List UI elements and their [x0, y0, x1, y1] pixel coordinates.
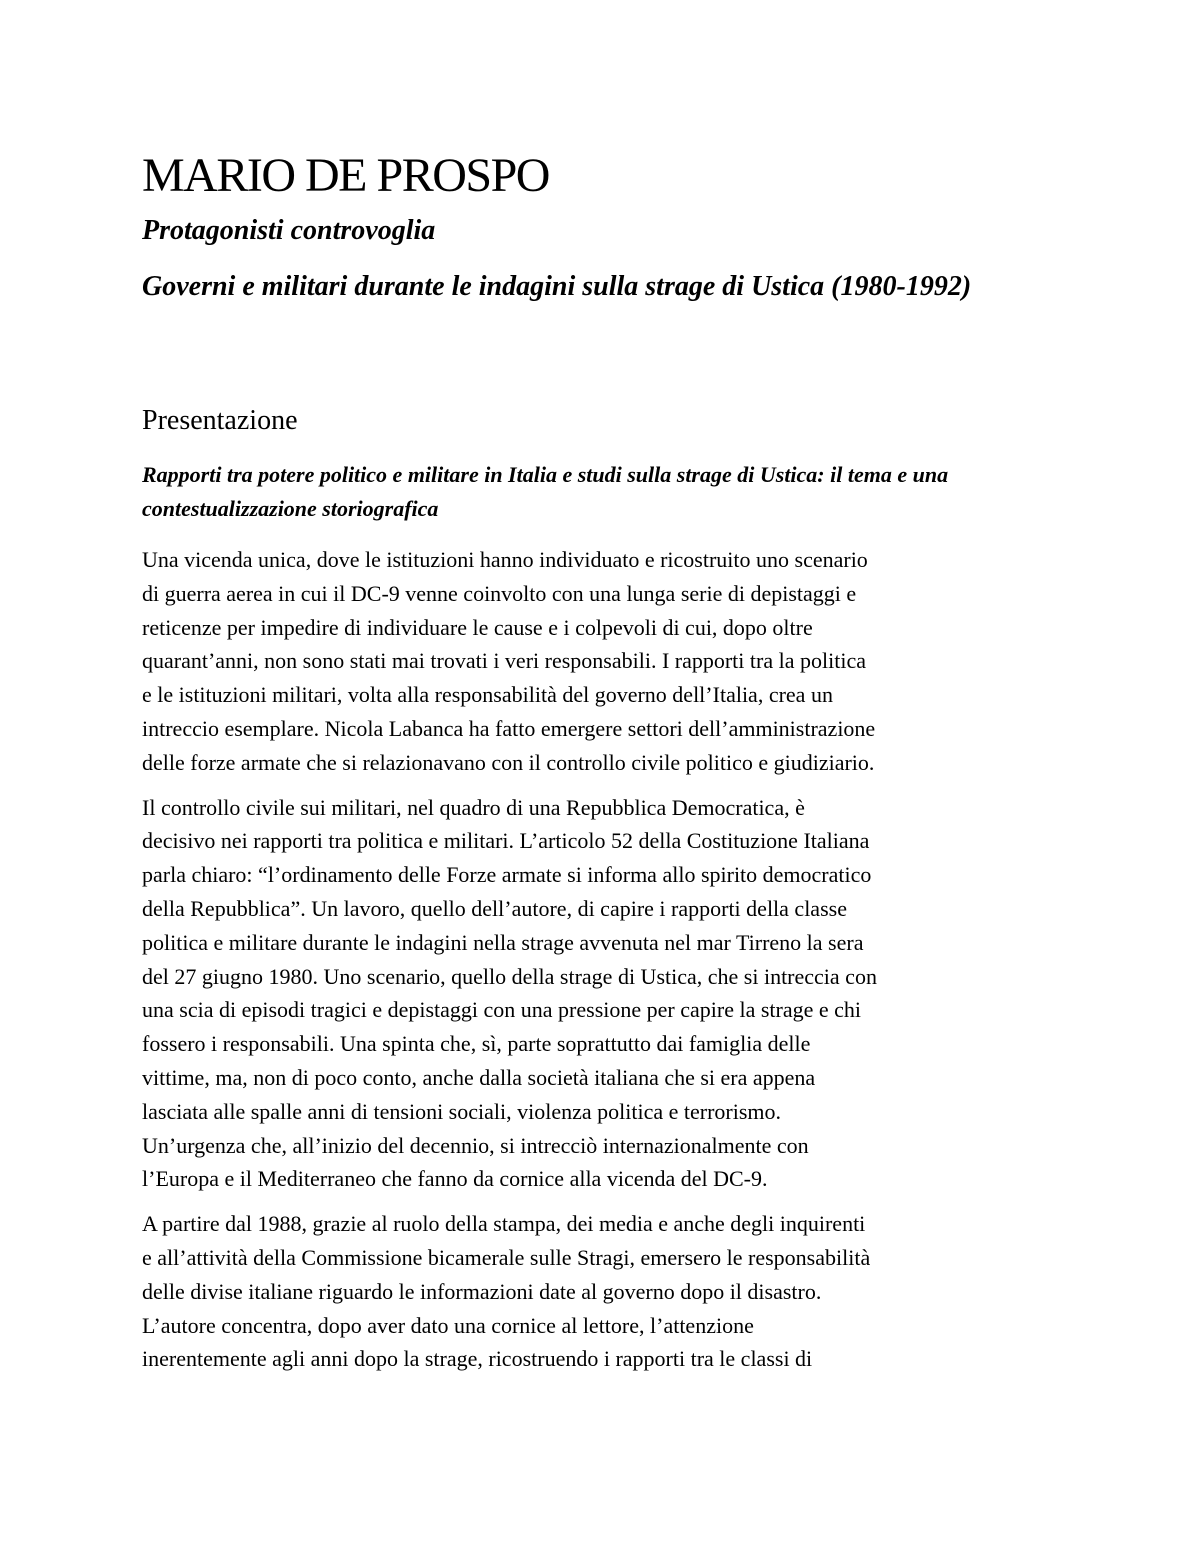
text-line: decisivo nei rapporti tra politica e militari. L’articolo 52 della Costituzione Italiana	[142, 828, 870, 854]
text-line: L’autore concentra, dopo aver dato una cornice al lettore, l’attenzione	[142, 1312, 754, 1338]
book-subtitle: Governi e militari durante le indagini sulla strage di Ustica (1980-1992)	[142, 271, 972, 302]
text-line: Il controllo civile sui militari, nel quadro di una Repubblica Democratica, è	[142, 794, 805, 820]
text-line: Un’urgenza che, all’inizio del decennio, si intrecciò internazionalmente con	[142, 1132, 809, 1158]
text-line: politica e militare durante le indagini nella strage avvenuta nel mar Tirreno la sera	[142, 929, 864, 955]
text-line: Una vicenda unica, dove le istituzioni hanno individuato e ricostruito uno scenario	[142, 547, 868, 572]
text-line: del 27 giugno 1980. Uno scenario, quello della strage di Ustica, che si intreccia con	[142, 963, 877, 989]
text-line: e all’attività della Commissione bicamerale sulle Stragi, emersero le responsabilità	[142, 1244, 871, 1270]
paragraph-2	[142, 791, 1064, 1197]
text-line: vittime, ma, non di poco conto, anche dalla società italiana che si era appena	[142, 1064, 816, 1090]
paragraph-3	[142, 1207, 1064, 1376]
author-name: MARIO DE PROSPO	[142, 149, 549, 202]
text-line: quarant’anni, non sono stati mai trovati i veri responsabili. I rapporti tra la politica	[142, 648, 866, 674]
section-subheading: Rapporti tra potere politico e militare in Italia e studi sulla strage di Ustica: il tema e una contestualizzazione storiografica	[142, 462, 949, 521]
text-line: inerentemente agli anni dopo la strage, ricostruendo i rapporti tra le classi di	[142, 1346, 813, 1372]
text-line: A partire dal 1988, grazie al ruolo della stampa, dei media e anche degli inquirenti	[142, 1211, 866, 1237]
text-line: parla chiaro: “l’ordinamento delle Forze armate si informa allo spirito democratico	[142, 862, 872, 888]
text-line: delle forze armate che si relazionavano con il controllo civile politico e giudiziario.	[142, 749, 875, 775]
text-line: lasciata alle spalle anni di tensioni sociali, violenza politica e terrorismo.	[142, 1098, 782, 1124]
text-line: una scia di episodi tragici e depistaggi con una pressione per capire la strage e chi	[142, 997, 862, 1023]
text-line: delle divise italiane riguardo le informazioni date al governo dopo il disastro.	[142, 1278, 822, 1304]
text-line: della Repubblica”. Un lavoro, quello dell’autore, di capire i rapporti della classe	[142, 895, 847, 921]
text-line: l’Europa e il Mediterraneo che fanno da cornice alla vicenda del DC-9.	[142, 1166, 768, 1192]
text-line: di guerra aerea in cui il DC-9 venne coinvolto con una lunga serie di depistaggi e	[142, 580, 857, 606]
text-line: e le istituzioni militari, volta alla responsabilità del governo dell’Italia, crea un	[142, 682, 833, 708]
book-title: Protagonisti controvoglia	[142, 215, 436, 246]
section-heading: Presentazione	[142, 405, 298, 436]
text-line: intreccio esemplare. Nicola Labanca ha fatto emergere settori dell’amministrazione	[142, 715, 876, 741]
text-line: fossero i responsabili. Una spinta che, sì, parte soprattutto dai famiglia delle	[142, 1031, 811, 1057]
body-text	[142, 543, 1064, 1387]
text-line: reticenze per impedire di individuare le cause e i colpevoli di cui, dopo oltre	[142, 614, 813, 640]
paragraph-1	[142, 543, 1064, 780]
